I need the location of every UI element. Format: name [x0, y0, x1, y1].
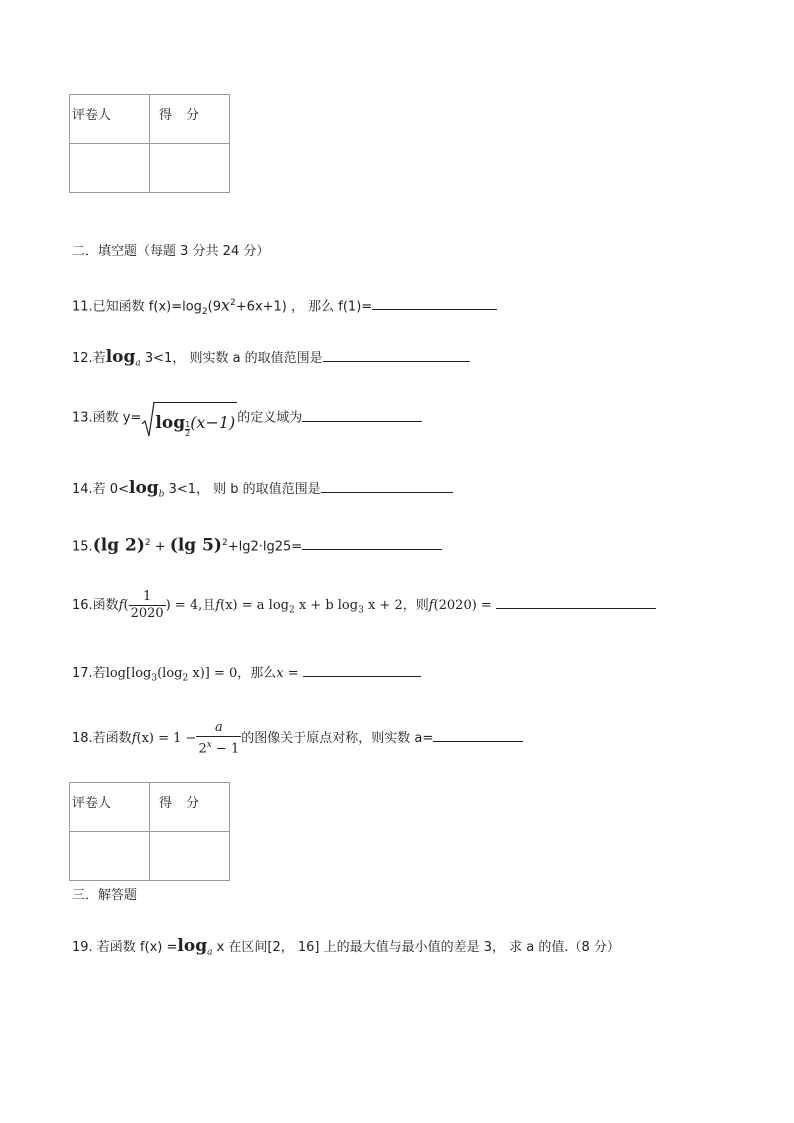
question-12: 12.若$\log_a 3<1$， 则实数 a 的取值范围是: [72, 347, 470, 374]
answer-blank-15[interactable]: [302, 535, 442, 550]
reviewer-cell[interactable]: [70, 832, 150, 881]
score-header: 得 分: [150, 95, 230, 144]
fraction-a-over-2x-minus-1: $\frac{a}{2^x - 1}$: [198, 720, 240, 757]
question-13: 13.函数 y= log $\frac{1}{2}(x-1)$ 的定义域为: [72, 400, 422, 437]
question-14: 14.若 $0<\log_b$ 3<1， 则 b 的取值范围是: [72, 478, 453, 505]
section-2-title: 二．填空题（每题 3 分共 24 分）: [72, 244, 270, 259]
section-3-title: 三．解答题: [72, 888, 138, 903]
question-15: 15.(lg 2)$^2$ + (lg 5)$^2$+lg2·lg25=: [72, 533, 442, 557]
score-table-2: [69, 782, 230, 881]
question-19: 19. 若函数 $f(x) =\log_a$ x 在区间[2， 16] 上的最大值与最小值的差是 3， 求 a 的值.（8 分）: [72, 936, 620, 958]
answer-blank-18[interactable]: [433, 727, 523, 742]
answer-blank-12[interactable]: [323, 347, 470, 362]
score-table-1: [69, 94, 230, 193]
question-18: 18.若函数f(x) = 1 − $\frac{a}{2^x - 1}$ 的图像关于原点对称，则实数 a=: [72, 720, 523, 758]
reviewer-cell[interactable]: [70, 144, 150, 193]
question-11: 11.已知函数 $f(x)=\log_2(9x^2+6x+1)$ ， 那么 f(1)=: [72, 293, 497, 322]
answer-blank-17[interactable]: [303, 662, 421, 677]
score-cell[interactable]: [150, 832, 230, 881]
radical-sign-icon: [141, 400, 155, 438]
score-cell[interactable]: [150, 144, 230, 193]
reviewer-header: 评卷人: [70, 95, 150, 144]
question-17: 17.若$\log[\log_3(\log_2$ x)] = 0，那么x =: [72, 662, 421, 689]
fraction-1-over-2020: $\frac{1}{2020}$: [130, 589, 164, 621]
question-16: 16.函数f( $\frac{1}{2020}$ ) = 4,且f(x) = a $\log_2 x + b$ $\log_3 x + 2$，则f(2020) =: [72, 588, 656, 629]
reviewer-header: 评卷人: [70, 783, 150, 832]
answer-blank-11[interactable]: [372, 295, 497, 310]
answer-blank-14[interactable]: [321, 478, 453, 493]
sqrt-expression: log $\frac{1}{2}(x-1)$: [141, 400, 237, 436]
score-header: 得 分: [150, 783, 230, 832]
answer-blank-13[interactable]: [302, 407, 422, 422]
answer-blank-16[interactable]: [496, 594, 656, 609]
